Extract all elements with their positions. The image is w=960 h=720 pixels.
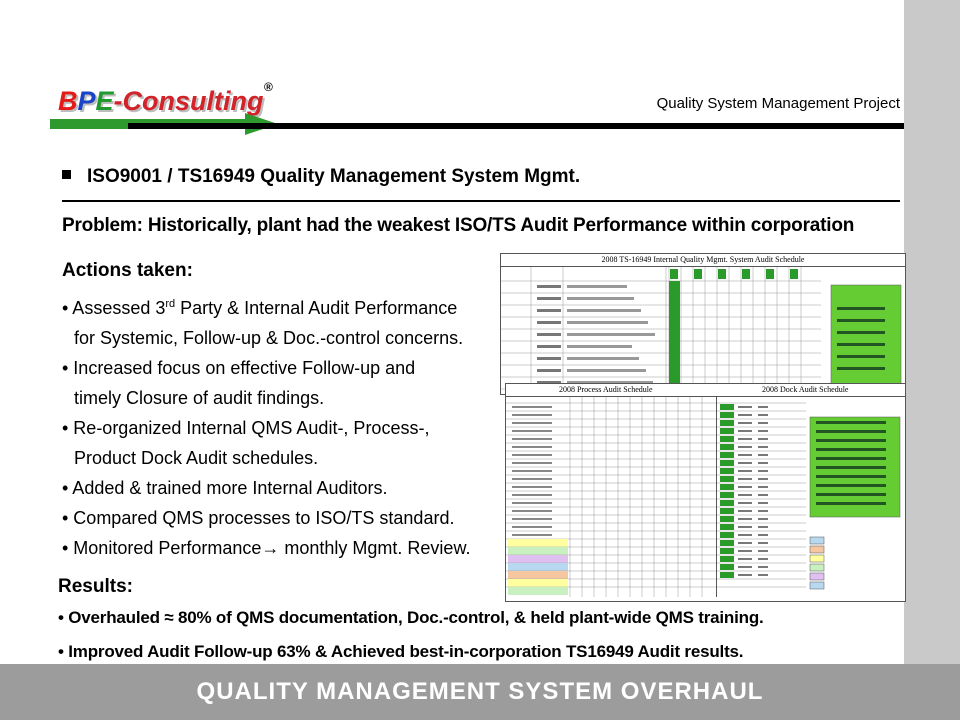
action-item: • Re-organized Internal QMS Audit-, Process-, [62, 418, 430, 438]
result-item: • Overhauled ≈ 80% of QMS documentation, Doc.-control, & held plant-wide QMS training. [58, 608, 764, 627]
action-item: • Added & trained more Internal Auditors. [62, 478, 388, 498]
section-rule [62, 200, 900, 202]
action-item-continued: Product Dock Audit schedules. [74, 448, 319, 468]
internal-audit-schedule-image [500, 253, 906, 395]
right-arrow-icon: → [261, 538, 280, 558]
result-item: • Improved Audit Follow-up 63% & Achieved best-in-corporation TS16949 Audit results. [58, 642, 744, 661]
problem-statement: Problem: Historically, plant had the weakest ISO/TS Audit Performance within corporation [62, 215, 855, 236]
action-item: • Increased focus on effective Follow-up and [62, 358, 416, 378]
action-item: • Compared QMS processes to ISO/TS standard. [62, 508, 455, 528]
right-side-band [904, 0, 960, 664]
actions-list [62, 289, 470, 563]
footer-title: QUALITY MANAGEMENT SYSTEM OVERHAUL [196, 678, 764, 705]
action-text: monthly Mgmt. Review. [279, 538, 471, 558]
logo-consulting-text: -Consulting [113, 86, 264, 116]
process-dock-schedule-image [505, 383, 906, 602]
process-audit-schedule-title: 2008 Process Audit Schedule [506, 384, 706, 397]
results-heading: Results: [58, 576, 133, 597]
section-title [62, 166, 580, 188]
action-item-continued: for Systemic, Follow-up & Doc.-control concerns. [74, 328, 464, 348]
action-item-continued: timely Closure of audit findings. [74, 388, 325, 408]
square-bullet-icon [62, 170, 71, 179]
footer-banner [0, 664, 960, 720]
action-text: • Assessed 3 [62, 298, 166, 318]
logo-letter-e: E [95, 86, 114, 116]
action-text: • Monitored Performance [62, 538, 262, 558]
logo-letter-p: P [77, 86, 96, 116]
action-item [62, 289, 470, 323]
dock-audit-schedule-title: 2008 Dock Audit Schedule [706, 384, 906, 397]
internal-audit-schedule-grid [501, 267, 905, 395]
process-dock-schedule-grid [506, 397, 905, 602]
logo-letter-b: B [58, 86, 78, 116]
header-rule [128, 123, 904, 129]
registered-mark: ® [264, 80, 273, 94]
superscript: rd [165, 298, 176, 310]
actions-heading: Actions taken: [62, 260, 193, 281]
section-title-text: ISO9001 / TS16949 Quality Management System Mgmt. [87, 166, 581, 187]
project-title: Quality System Management Project [656, 95, 900, 112]
action-text: Party & Internal Audit Performance [175, 298, 458, 318]
action-item [62, 533, 470, 563]
internal-audit-schedule-title: 2008 TS-16949 Internal Quality Mgmt. System Audit Schedule [501, 254, 905, 267]
